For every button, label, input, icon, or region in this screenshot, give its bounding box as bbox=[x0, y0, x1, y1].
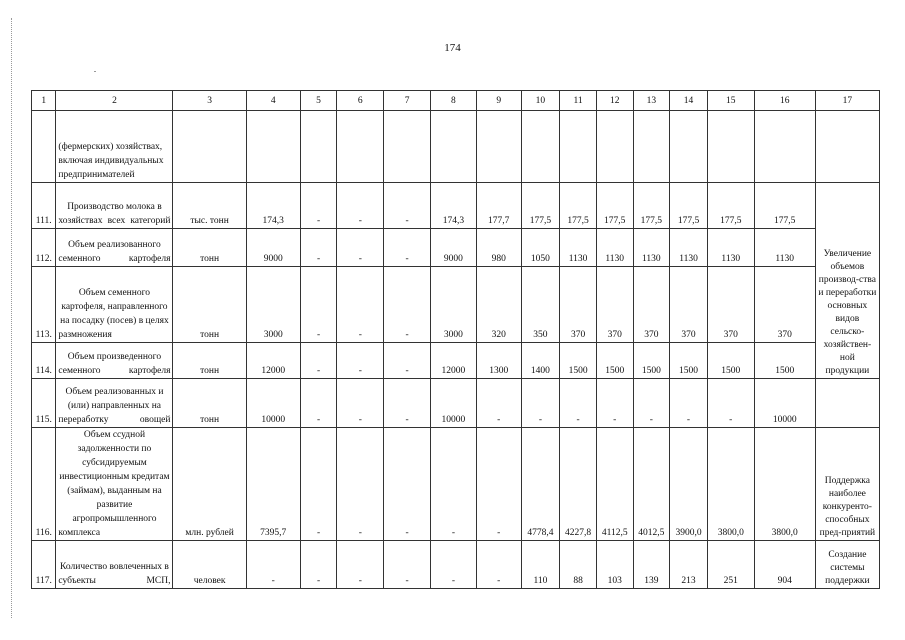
note-cell: Поддержка наиболее конкуренто-способных пред-приятий bbox=[815, 428, 879, 541]
value-cell: 139 bbox=[633, 541, 670, 589]
table-row bbox=[32, 343, 880, 379]
value-cell: - bbox=[384, 379, 431, 428]
row-number: 114. bbox=[32, 343, 56, 379]
col-header: 9 bbox=[476, 91, 521, 111]
value-cell: 251 bbox=[707, 541, 754, 589]
value-cell: 1130 bbox=[754, 229, 815, 267]
note-cell bbox=[815, 379, 879, 428]
col-header: 8 bbox=[431, 91, 477, 111]
row-number: 112. bbox=[32, 229, 56, 267]
value-cell bbox=[337, 111, 384, 183]
value-cell: 904 bbox=[754, 541, 815, 589]
value-cell bbox=[384, 111, 431, 183]
note-cell bbox=[815, 111, 879, 183]
row-number: 113. bbox=[32, 267, 56, 343]
col-header: 10 bbox=[521, 91, 560, 111]
indicator-name: Производство молока в хозяйствах всех категорий bbox=[56, 183, 173, 229]
value-cell: - bbox=[670, 379, 708, 428]
value-cell: 88 bbox=[560, 541, 597, 589]
row-number: 111. bbox=[32, 183, 56, 229]
value-cell: 103 bbox=[596, 541, 633, 589]
table-row bbox=[32, 183, 880, 229]
value-cell: - bbox=[337, 379, 384, 428]
col-header: 14 bbox=[670, 91, 708, 111]
table-row bbox=[32, 428, 880, 541]
col-header: 7 bbox=[384, 91, 431, 111]
value-cell: 3800,0 bbox=[754, 428, 815, 541]
table-row bbox=[32, 111, 880, 183]
value-cell: - bbox=[633, 379, 670, 428]
value-cell: 110 bbox=[521, 541, 560, 589]
value-cell: 7395,7 bbox=[246, 428, 300, 541]
value-cell: 177,5 bbox=[707, 183, 754, 229]
value-cell bbox=[596, 111, 633, 183]
value-cell bbox=[431, 111, 477, 183]
value-cell: 12000 bbox=[431, 343, 477, 379]
col-header: 5 bbox=[300, 91, 337, 111]
scan-speck bbox=[94, 71, 96, 72]
value-cell: - bbox=[384, 267, 431, 343]
col-header: 16 bbox=[754, 91, 815, 111]
value-cell: 1500 bbox=[560, 343, 597, 379]
value-cell: 12000 bbox=[246, 343, 300, 379]
table-row bbox=[32, 379, 880, 428]
value-cell: 1500 bbox=[754, 343, 815, 379]
indicator-name: Объем реализованных и (или) направленных на переработку овощей bbox=[56, 379, 173, 428]
value-cell: 4227,8 bbox=[560, 428, 597, 541]
value-cell: - bbox=[300, 343, 337, 379]
table-row bbox=[32, 541, 880, 589]
value-cell: 177,7 bbox=[476, 183, 521, 229]
value-cell: 350 bbox=[521, 267, 560, 343]
value-cell: - bbox=[337, 183, 384, 229]
col-header: 4 bbox=[246, 91, 300, 111]
value-cell: 320 bbox=[476, 267, 521, 343]
value-cell: 10000 bbox=[246, 379, 300, 428]
scan-margin-dots bbox=[11, 18, 12, 618]
value-cell: - bbox=[521, 379, 560, 428]
col-header: 12 bbox=[596, 91, 633, 111]
indicator-name: Объем ссудной задолженности по субсидируемым инвестиционным кредитам (займам), выданным на развитие агропромышленного комплекса bbox=[56, 428, 173, 541]
value-cell: - bbox=[384, 541, 431, 589]
value-cell bbox=[246, 111, 300, 183]
value-cell: - bbox=[337, 541, 384, 589]
col-header: 11 bbox=[560, 91, 597, 111]
value-cell: - bbox=[300, 267, 337, 343]
value-cell: 1130 bbox=[670, 229, 708, 267]
value-cell: - bbox=[337, 267, 384, 343]
col-header: 6 bbox=[337, 91, 384, 111]
note-cell: Создание системы поддержки bbox=[815, 541, 879, 589]
value-cell: 1130 bbox=[560, 229, 597, 267]
value-cell: - bbox=[596, 379, 633, 428]
indicator-name: Объем семенного картофеля, направленного на посадку (посев) в целях размножения bbox=[56, 267, 173, 343]
value-cell: 1500 bbox=[633, 343, 670, 379]
value-cell: - bbox=[476, 541, 521, 589]
value-cell: - bbox=[300, 229, 337, 267]
table-row bbox=[32, 267, 880, 343]
value-cell bbox=[476, 111, 521, 183]
row-number: 116. bbox=[32, 428, 56, 541]
value-cell: - bbox=[707, 379, 754, 428]
value-cell: 10000 bbox=[754, 379, 815, 428]
value-cell: - bbox=[476, 379, 521, 428]
value-cell: 1130 bbox=[707, 229, 754, 267]
value-cell: 9000 bbox=[246, 229, 300, 267]
value-cell: 177,5 bbox=[754, 183, 815, 229]
value-cell: 3800,0 bbox=[707, 428, 754, 541]
value-cell: - bbox=[384, 183, 431, 229]
value-cell bbox=[560, 111, 597, 183]
value-cell: - bbox=[300, 541, 337, 589]
value-cell: - bbox=[384, 343, 431, 379]
value-cell bbox=[300, 111, 337, 183]
value-cell: - bbox=[384, 229, 431, 267]
value-cell: 177,5 bbox=[596, 183, 633, 229]
note-cell: Увеличение объемов производ-ства и переработки основных видов сельско-хозяйствен-ной продукции bbox=[815, 183, 879, 379]
value-cell: 980 bbox=[476, 229, 521, 267]
value-cell: 4112,5 bbox=[596, 428, 633, 541]
value-cell: 10000 bbox=[431, 379, 477, 428]
value-cell: 3000 bbox=[431, 267, 477, 343]
col-header: 15 bbox=[707, 91, 754, 111]
value-cell: 177,5 bbox=[633, 183, 670, 229]
unit-cell: тонн bbox=[173, 343, 246, 379]
indicators-table bbox=[31, 90, 880, 589]
value-cell: 370 bbox=[596, 267, 633, 343]
value-cell: - bbox=[246, 541, 300, 589]
value-cell: - bbox=[337, 229, 384, 267]
value-cell: - bbox=[384, 428, 431, 541]
value-cell: - bbox=[476, 428, 521, 541]
row-number bbox=[32, 111, 56, 183]
value-cell: - bbox=[300, 428, 337, 541]
indicator-name: Количество вовлеченных в субъекты МСП, bbox=[56, 541, 173, 589]
indicator-name: Объем реализованного семенного картофеля bbox=[56, 229, 173, 267]
value-cell: 4012,5 bbox=[633, 428, 670, 541]
unit-cell: тонн bbox=[173, 267, 246, 343]
value-cell: - bbox=[337, 343, 384, 379]
unit-cell: тонн bbox=[173, 379, 246, 428]
value-cell: - bbox=[431, 541, 477, 589]
value-cell: 1130 bbox=[633, 229, 670, 267]
value-cell bbox=[754, 111, 815, 183]
value-cell: 177,5 bbox=[521, 183, 560, 229]
value-cell: 1500 bbox=[707, 343, 754, 379]
value-cell: 174,3 bbox=[246, 183, 300, 229]
col-header: 1 bbox=[32, 91, 56, 111]
row-number: 115. bbox=[32, 379, 56, 428]
value-cell: 1130 bbox=[596, 229, 633, 267]
value-cell: - bbox=[431, 428, 477, 541]
value-cell: 9000 bbox=[431, 229, 477, 267]
col-header: 13 bbox=[633, 91, 670, 111]
value-cell: 370 bbox=[670, 267, 708, 343]
indicator-name: Объем произведенного семенного картофеля bbox=[56, 343, 173, 379]
col-header: 2 bbox=[56, 91, 173, 111]
value-cell bbox=[633, 111, 670, 183]
unit-cell: человек bbox=[173, 541, 246, 589]
table-row bbox=[32, 229, 880, 267]
column-number-row bbox=[32, 91, 880, 111]
value-cell bbox=[670, 111, 708, 183]
value-cell: 1500 bbox=[596, 343, 633, 379]
value-cell: 174,3 bbox=[431, 183, 477, 229]
value-cell: 4778,4 bbox=[521, 428, 560, 541]
value-cell: 1400 bbox=[521, 343, 560, 379]
value-cell: 1300 bbox=[476, 343, 521, 379]
value-cell: 177,5 bbox=[670, 183, 708, 229]
value-cell: 370 bbox=[560, 267, 597, 343]
value-cell: 1500 bbox=[670, 343, 708, 379]
unit-cell: тонн bbox=[173, 229, 246, 267]
col-header: 3 bbox=[173, 91, 246, 111]
unit-cell: тыс. тонн bbox=[173, 183, 246, 229]
value-cell: 3900,0 bbox=[670, 428, 708, 541]
page-number: 174 bbox=[444, 42, 461, 54]
value-cell: 1050 bbox=[521, 229, 560, 267]
value-cell bbox=[707, 111, 754, 183]
value-cell: - bbox=[300, 379, 337, 428]
value-cell: - bbox=[300, 183, 337, 229]
value-cell: - bbox=[560, 379, 597, 428]
value-cell bbox=[521, 111, 560, 183]
value-cell: 370 bbox=[707, 267, 754, 343]
indicator-name: (фермерских) хозяйствах, включая индивидуальных предпринимателей bbox=[56, 111, 173, 183]
value-cell: 177,5 bbox=[560, 183, 597, 229]
row-number: 117. bbox=[32, 541, 56, 589]
value-cell: 213 bbox=[670, 541, 708, 589]
unit-cell bbox=[173, 111, 246, 183]
value-cell: 3000 bbox=[246, 267, 300, 343]
col-header: 17 bbox=[815, 91, 879, 111]
value-cell: 370 bbox=[754, 267, 815, 343]
value-cell: 370 bbox=[633, 267, 670, 343]
value-cell: - bbox=[337, 428, 384, 541]
unit-cell: млн. рублей bbox=[173, 428, 246, 541]
